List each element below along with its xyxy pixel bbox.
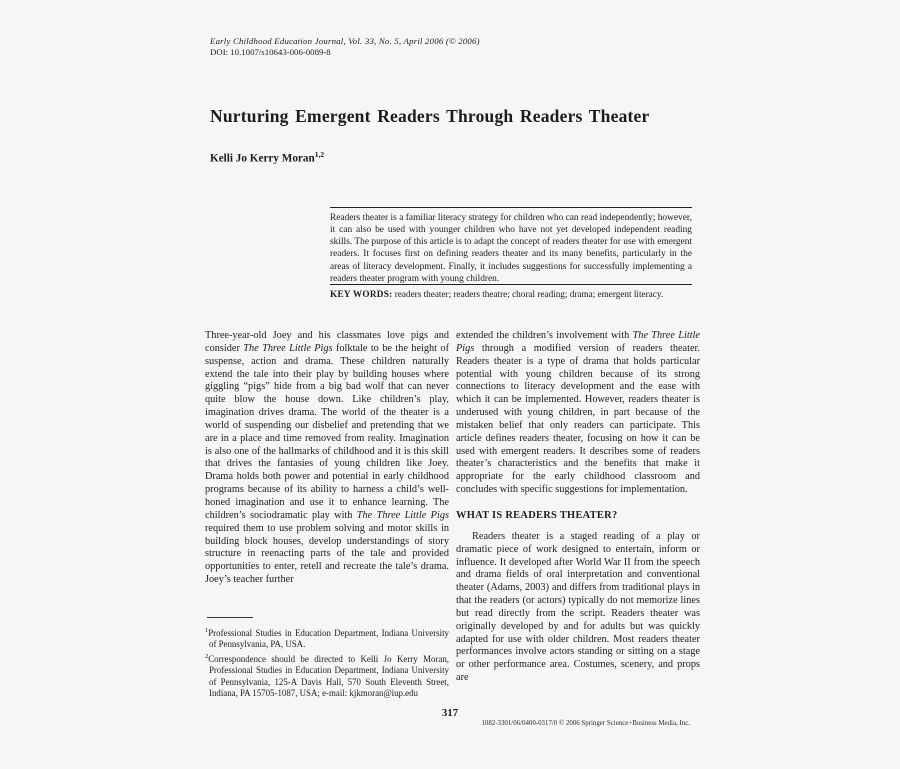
footnote-text: Correspondence should be directed to Kelli Jo Kerry Moran, Professional Studies in Education Department, Indiana University of Pennsylvania, 125-A Davis Hall, 570 South Eleventh Street, Indiana, PA 15705-1087, USA; e-mail: kjkmoran@iup.edu [208, 653, 449, 699]
footnote-divider [207, 617, 253, 618]
section-heading: WHAT IS READERS THEATER? [456, 509, 618, 521]
keywords-text: readers theater; readers theatre; choral reading; drama; emergent literacy. [394, 289, 664, 299]
paragraph-text: through a modified version of readers theater. Readers theater is a type of drama that holds particular potential with young children because of its strong connections to literacy development and the ease with which it can be implemented. However, readers theater is underused with young children, in part because of the mistaken belief that only readers can participate. This article defines readers theater, focusing on how it can be used with emergent readers. It describes some of readers theater’s characteristics and the benefits that make it appropriate for the early childhood classroom and concludes with specific suggestions for implementation. [456, 342, 700, 496]
journal-citation-line: Early Childhood Education Journal, Vol. 33, No. 5, April 2006 (© 2006) [210, 36, 480, 46]
paragraph [205, 330, 449, 587]
italic-book-title: The Three Little Pigs [456, 330, 700, 354]
doi-line: DOI: 10.1007/s10643-006-0089-8 [210, 47, 331, 57]
paragraph-text: extended the children’s involvement with [456, 330, 633, 341]
author-name: Kelli Jo Kerry Moran [210, 152, 315, 165]
paragraph: Readers theater is a staged reading of a play or dramatic piece of work designed to entertain, inform or influence. It developed after World War II from the speech and drama fields of oral interpretation and conventional theater (Adams, 2003) and differs from traditional plays in that the readers (or actors) typically do not memorize lines but read directly from the script. Readers theater was originally developed by and for adults but was quickly adapted for use with older children. Most readers theater performances involve actors standing or sitting on a stage or other performance area. Costumes, scenery, and props are [456, 530, 700, 684]
keywords-line [330, 289, 692, 299]
body-left-column [205, 330, 449, 587]
paragraph-text: folktale to be the height of suspense, action and drama. These children naturally extend the tale into their play by building houses where giggling “pigs” hide from a big bad wolf that can never quite blow the house down. Like children’s play, imagination drives drama. The world of the theater is a world of suspending our disbelief and pretending that we are in a place and time removed from reality. Imagination is also one of the hallmarks of childhood and it is this skill that drives the fantasies of young children like Joey. Drama holds both power and potential in early childhood programs because of its ability to harness a child’s well-honed imagination and use it to enhance learning. The children’s sociodramatic play with [205, 342, 449, 521]
paragraph [456, 330, 700, 497]
author-affiliation-marks: 1,2 [314, 150, 325, 159]
copyright-line: 1082-3301/06/0400-0317/0 © 2006 Springer Science+Business Media, Inc. [481, 720, 690, 727]
body-right-column [456, 330, 700, 685]
page-title: Nurturing Emergent Readers Through Readers Theater [210, 106, 650, 126]
paragraph-text: Three-year-old Joey and his classmates love pigs and consider [205, 330, 449, 354]
footnote-mark: 1 [205, 627, 209, 634]
page-number: 317 [441, 707, 459, 719]
italic-book-title: The Three Little Pigs [356, 509, 449, 521]
paragraph-text: required them to use problem solving and motor skills in building block houses, develop understandings of story structure in reenacting parts of the tale and provided opportunities to enter, retell and recreate the tale’s drama. Joey’s teacher further [205, 522, 449, 586]
footnote-mark: 2 [205, 652, 209, 660]
keywords-label: KEY WORDS: [330, 289, 393, 299]
footnote-text: Professional Studies in Education Department, Indiana University of Pennsylvania, PA, USA. [208, 627, 449, 650]
footnotes-block [205, 625, 449, 700]
abstract-rule-top [330, 207, 692, 208]
italic-book-title: The Three Little Pigs [243, 342, 333, 354]
author-line [210, 150, 610, 165]
footnote-1 [205, 625, 449, 651]
footnote-2 [205, 651, 449, 700]
abstract-rule-bottom [330, 284, 692, 285]
abstract-text: Readers theater is a familiar literacy strategy for children who can read independently; however, it can also be used with younger children who have not yet developed independent reading skills. The purpose of this article is to adapt the concept of readers theater for use with emergent readers. It focuses first on defining readers theater and its many benefits, particularly in the areas of literacy development. Finally, it includes suggestions for successfully implementing a readers theater program with young children. [330, 213, 692, 284]
